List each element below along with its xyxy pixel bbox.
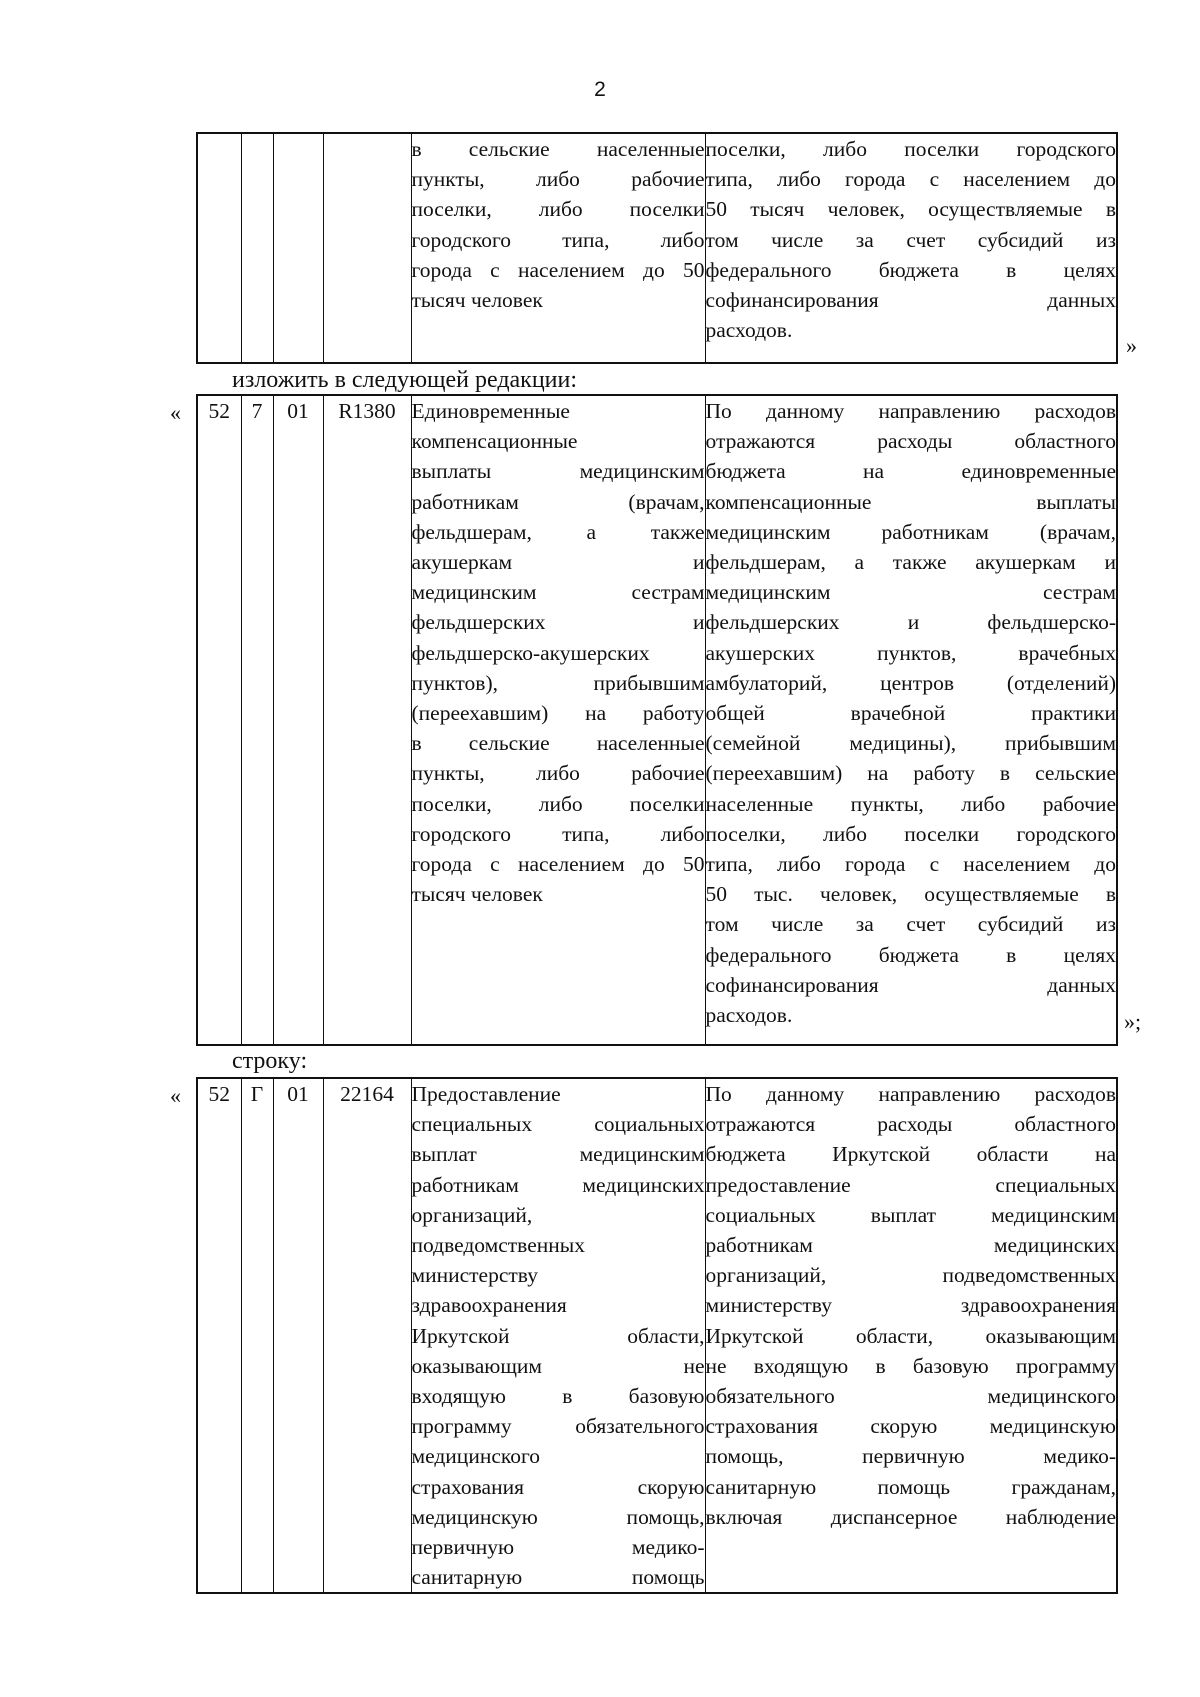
page-number: 2 bbox=[594, 78, 606, 101]
subsection-code-cell: Г bbox=[241, 1078, 273, 1593]
expense-description-cell bbox=[705, 1078, 1117, 1593]
text-line: компенсационные выплаты bbox=[705, 489, 1116, 514]
text-line: помощь, первичную медико- bbox=[705, 1444, 1116, 1469]
text-line: акушерских пунктов, врачебных bbox=[705, 640, 1116, 665]
text-line: организаций, подведомственных bbox=[705, 1263, 1116, 1288]
text-line: расходов. bbox=[705, 1003, 793, 1028]
text-line: работникам медицинских bbox=[705, 1233, 1116, 1258]
text-line: Единовременные bbox=[411, 399, 570, 423]
expense-name-cell bbox=[411, 395, 705, 1045]
text-line: типа, либо города с населением до bbox=[705, 852, 1116, 877]
text-line: федерального бюджета в целях bbox=[705, 942, 1116, 967]
text-line: фельдшерско-акушерских bbox=[411, 640, 650, 665]
text-line: пункты, либо рабочие bbox=[411, 167, 705, 192]
text-line: тысяч человек bbox=[411, 882, 543, 907]
text-line: специальных социальных bbox=[411, 1112, 705, 1137]
text-line: подведомственных bbox=[411, 1233, 585, 1258]
text-line: амбулаторий, центров (отделений) bbox=[705, 670, 1116, 695]
opening-quote-mark: « bbox=[170, 400, 181, 425]
text-line: санитарную помощь bbox=[411, 1565, 705, 1590]
instruction-heading: строку: bbox=[232, 1048, 308, 1074]
subsection-code-cell: 7 bbox=[241, 395, 273, 1045]
item-code-cell bbox=[273, 133, 323, 363]
direction-code-cell: 22164 bbox=[323, 1078, 411, 1593]
new-edition-table bbox=[196, 394, 1118, 1046]
text-line: поселки, либо поселки городского bbox=[705, 821, 1116, 846]
opening-quote-mark: « bbox=[170, 1083, 181, 1108]
text-line: организаций, bbox=[411, 1202, 533, 1227]
text-line: том числе за счет субсидий из bbox=[705, 227, 1116, 252]
text-line: поселки, либо поселки городского bbox=[705, 137, 1116, 161]
text-line: страхования скорую медицинскую bbox=[705, 1414, 1116, 1439]
text-line: бюджета на единовременные bbox=[705, 459, 1116, 484]
text-line: (переехавшим) на работу в сельские bbox=[705, 761, 1116, 786]
text-line: типа, либо города с населением до bbox=[705, 167, 1116, 192]
text-line: (переехавшим) на работу bbox=[411, 701, 705, 726]
item-code-cell: 01 bbox=[273, 1078, 323, 1593]
text-line: медицинским сестрам bbox=[411, 580, 705, 605]
text-line: поселки, либо поселки bbox=[411, 197, 705, 222]
text-line: выплаты медицинским bbox=[411, 459, 705, 484]
table-row bbox=[197, 1078, 1117, 1593]
text-line: акушеркам и bbox=[411, 550, 705, 575]
text-line: 50 тысяч человек, осуществляемые в bbox=[705, 197, 1116, 222]
text-line: поселки, либо поселки bbox=[411, 791, 705, 816]
text-line: Иркутской области, оказывающим bbox=[705, 1323, 1116, 1348]
closing-quote-mark: » bbox=[1126, 333, 1137, 358]
text-line: фельдшерам, а также акушеркам и bbox=[705, 550, 1116, 575]
text-line: медицинскую помощь, bbox=[411, 1504, 705, 1529]
top-table bbox=[196, 132, 1118, 364]
text-line: (семейной медицины), прибывшим bbox=[705, 731, 1116, 756]
text-line: министерству bbox=[411, 1263, 538, 1288]
expense-description-cell bbox=[705, 395, 1117, 1045]
table-row bbox=[197, 395, 1117, 1045]
text-line: входящую в базовую bbox=[411, 1384, 705, 1409]
text-line: работникам (врачам, bbox=[411, 489, 705, 514]
section-code-cell bbox=[197, 133, 241, 363]
text-line: обязательного медицинского bbox=[705, 1384, 1116, 1409]
text-line: населенные пункты, либо рабочие bbox=[705, 791, 1116, 816]
text-line: По данному направлению расходов bbox=[705, 1082, 1116, 1106]
text-line: общей врачебной практики bbox=[705, 701, 1116, 726]
line-table bbox=[196, 1077, 1118, 1594]
text-line: 50 тыс. человек, осуществляемые в bbox=[705, 882, 1116, 907]
instruction-heading: изложить в следующей редакции: bbox=[232, 367, 578, 393]
text-line: города с населением до 50 bbox=[411, 257, 705, 282]
text-line: тысяч человек bbox=[411, 288, 543, 313]
text-line: пунктов), прибывшим bbox=[411, 670, 705, 695]
item-code-cell: 01 bbox=[273, 395, 323, 1045]
expense-description-cell bbox=[705, 133, 1117, 363]
text-line: предоставление специальных bbox=[705, 1172, 1116, 1197]
text-line: городского типа, либо bbox=[411, 227, 705, 252]
text-line: здравоохранения bbox=[411, 1293, 567, 1318]
text-line: федерального бюджета в целях bbox=[705, 257, 1116, 282]
text-line: выплат медицинским bbox=[411, 1142, 705, 1167]
closing-quote-mark: »; bbox=[1124, 1009, 1142, 1034]
text-line: фельдшерских и bbox=[411, 610, 705, 635]
text-line: программу обязательного bbox=[411, 1414, 705, 1439]
text-line: отражаются расходы областного bbox=[705, 1112, 1116, 1137]
text-line: включая диспансерное наблюдение bbox=[705, 1504, 1116, 1529]
text-line: министерству здравоохранения bbox=[705, 1293, 1116, 1318]
text-line: бюджета Иркутской области на bbox=[705, 1142, 1116, 1167]
section-code-cell: 52 bbox=[197, 395, 241, 1045]
text-line: расходов. bbox=[705, 318, 793, 343]
text-line: санитарную помощь гражданам, bbox=[705, 1474, 1116, 1499]
text-line: медицинского bbox=[411, 1444, 541, 1469]
text-line: не входящую в базовую программу bbox=[705, 1353, 1116, 1378]
expense-name-cell bbox=[411, 133, 705, 363]
text-line: города с населением до 50 bbox=[411, 852, 705, 877]
text-line: страхования скорую bbox=[411, 1474, 705, 1499]
text-line: первичную медико- bbox=[411, 1535, 705, 1560]
text-line: городского типа, либо bbox=[411, 821, 705, 846]
text-line: оказывающим не bbox=[411, 1353, 705, 1378]
text-line: отражаются расходы областного bbox=[705, 429, 1116, 454]
section-code-cell: 52 bbox=[197, 1078, 241, 1593]
text-line: медицинским работникам (врачам, bbox=[705, 519, 1116, 544]
direction-code-cell bbox=[323, 133, 411, 363]
text-line: фельдшерам, а также bbox=[411, 519, 705, 544]
text-line: фельдшерских и фельдшерско- bbox=[705, 610, 1116, 635]
subsection-code-cell bbox=[241, 133, 273, 363]
text-line: Иркутской области, bbox=[411, 1323, 705, 1348]
text-line: софинансирования данных bbox=[705, 972, 1116, 997]
text-line: социальных выплат медицинским bbox=[705, 1202, 1116, 1227]
text-line: медицинским сестрам bbox=[705, 580, 1116, 605]
table-row bbox=[197, 133, 1117, 363]
text-line: в сельские населенные bbox=[411, 731, 705, 756]
text-line: Предоставление bbox=[411, 1082, 561, 1106]
expense-name-cell bbox=[411, 1078, 705, 1593]
direction-code-cell: R1380 bbox=[323, 395, 411, 1045]
text-line: софинансирования данных bbox=[705, 288, 1116, 313]
text-line: том числе за счет субсидий из bbox=[705, 912, 1116, 937]
text-line: в сельские населенные bbox=[411, 137, 705, 161]
text-line: работникам медицинских bbox=[411, 1172, 705, 1197]
text-line: По данному направлению расходов bbox=[705, 399, 1116, 423]
text-line: компенсационные bbox=[411, 429, 578, 454]
text-line: пункты, либо рабочие bbox=[411, 761, 705, 786]
